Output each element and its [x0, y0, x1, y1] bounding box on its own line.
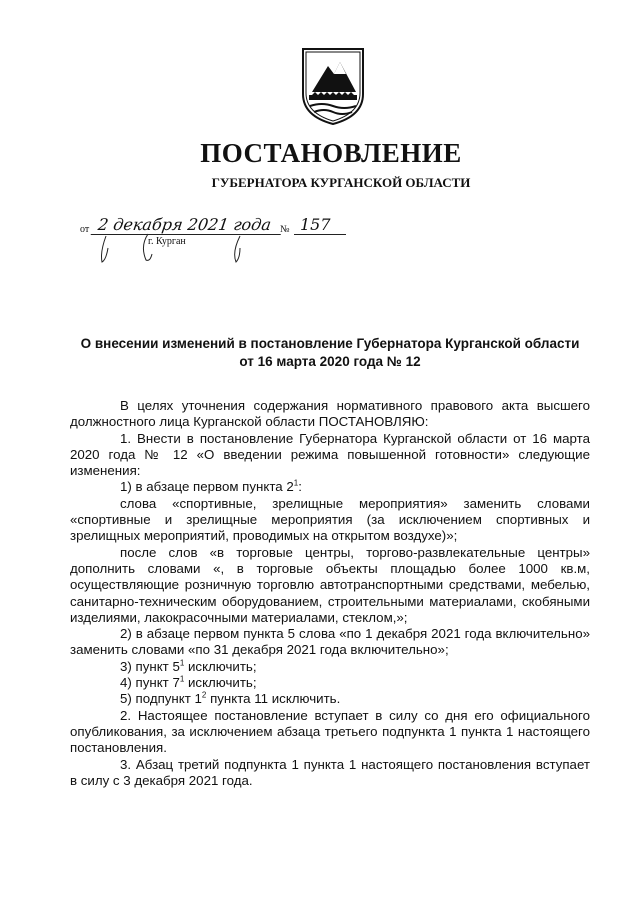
paragraph: [70, 479, 590, 495]
paragraph-text: 3) пункт 5: [120, 658, 180, 674]
document-subtitle: ГУБЕРНАТОРА КУРГАНСКОЙ ОБЛАСТИ: [211, 175, 471, 190]
paragraph: В целях уточнения содержания нормативного правового акта высшего должностного лица Курганской области ПОСТАНОВЛЯЮ:: [70, 398, 590, 430]
superscript: 1: [179, 658, 185, 668]
paragraph-text: 1) в абзаце первом пункта 2: [120, 479, 294, 495]
paragraph-text: 5) подпункт 1: [120, 691, 202, 707]
document-body: [70, 398, 590, 789]
paragraph: 3. Абзац третий подпункта 1 пункта 1 настоящего постановления вступает в силу с 3 декабря 2021 года.: [70, 756, 590, 788]
superscript: 1: [179, 674, 185, 684]
superscript: 1: [293, 479, 299, 489]
document-title: ПОСТАНОВЛЕНИЕ: [200, 138, 462, 168]
paragraph-text: 4) пункт 7: [120, 675, 180, 691]
heading-line-2: от 16 марта 2020 года № 12: [239, 354, 421, 369]
paragraph: 1. Внести в постановление Губернатора Курганской области от 16 марта 2020 года № 12 «О введении режима повышенной готовности» следующие изменения:: [70, 430, 590, 479]
paragraph: [70, 691, 590, 707]
paragraph-text: исключить;: [184, 675, 257, 691]
document-heading: [70, 335, 590, 371]
document-date: 2 декабря 2021 года: [91, 216, 284, 235]
document-place: г. Курган: [148, 236, 186, 247]
paragraph: [70, 675, 590, 691]
document-meta: [80, 216, 380, 266]
superscript: 2: [201, 690, 207, 700]
paragraph: после слов «в торговые центры, торгово-развлекательные центры» дополнить словами «, в торговые объекты площадью более 1000 кв.м, осуществляющие розничную торговлю автотранспортными средствами, мебелью, санитарно-техническим оборудованием, строительными материалами, скобяными изделиями, лакокрасочными материалами, стеклом,»;: [70, 544, 590, 625]
paragraph: 2. Настоящее постановление вступает в силу со дня его официального опубликования, за исключением абзаца третьего подпункта 1 пункта 1 настоящего постановления.: [70, 707, 590, 756]
number-prefix: №: [280, 224, 290, 235]
paragraph: [70, 659, 590, 675]
coat-of-arms-icon: [300, 46, 366, 126]
paragraph-text: пункта 11 исключить.: [206, 691, 341, 707]
paragraph: 2) в абзаце первом пункта 5 слова «по 1 декабря 2021 года включительно» заменить словами «по 31 декабря 2021 года включительно»;: [70, 626, 590, 658]
paragraph-text: исключить;: [184, 658, 257, 674]
heading-line-1: О внесении изменений в постановление Губернатора Курганской области: [80, 336, 580, 351]
paragraph: слова «спортивные, зрелищные мероприятия» заменить словами «спортивные и зрелищные мероприятия (за исключением спортивных и зрелищных мероприятий, проводимых на открытом воздухе)»;: [70, 495, 590, 544]
document-number: 157: [294, 216, 346, 235]
date-prefix: от: [80, 224, 90, 235]
paragraph-text: :: [298, 479, 302, 495]
